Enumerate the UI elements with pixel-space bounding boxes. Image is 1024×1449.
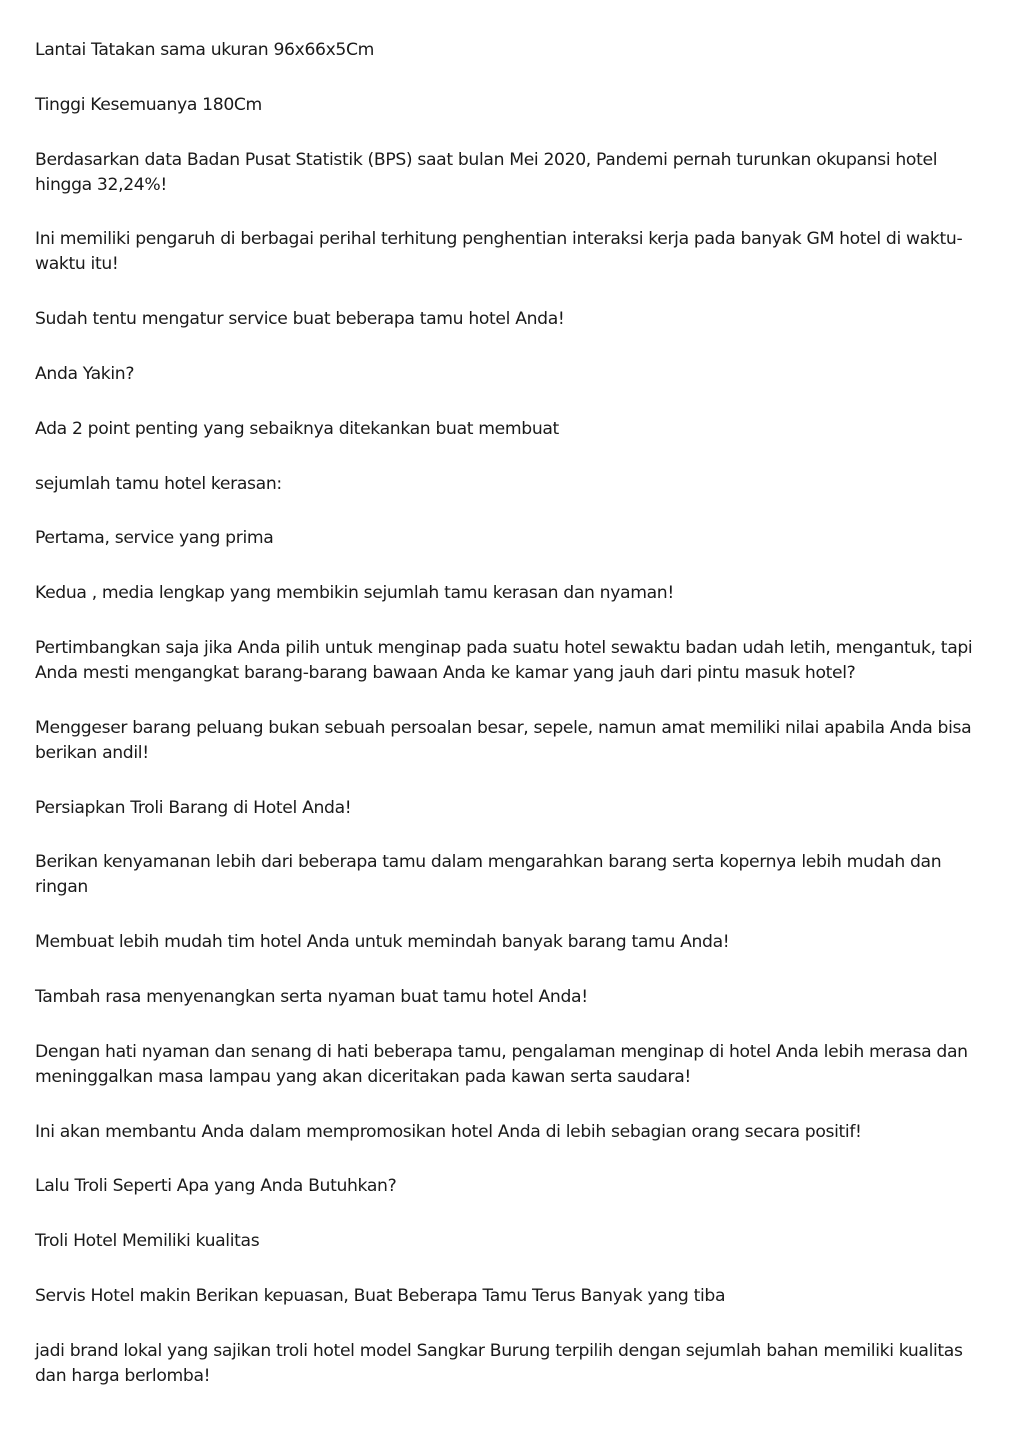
paragraph-troli-seperti: Lalu Troli Seperti Apa yang Anda Butuhkan? [35, 1176, 397, 1197]
paragraph-pertimbangkan: Pertimbangkan saja jika Anda pilih untuk menginap pada suatu hotel sewaktu badan udah letih, mengantuk, tapi Anda mesti mengangkat barang-barang bawaan Anda ke kamar yang jauh dari pintu masuk hotel? [35, 637, 973, 683]
paragraph-tambah-rasa: Tambah rasa menyenangkan serta nyaman buat tamu hotel Anda! [35, 986, 588, 1007]
paragraph-persiapkan: Persiapkan Troli Barang di Hotel Anda! [35, 797, 352, 818]
paragraph-bps: Berdasarkan data Badan Pusat Statistik (BPS) saat bulan Mei 2020, Pandemi pernah turunkan okupansi hotel hingga 32,24%! [35, 149, 938, 195]
paragraph-pertama: Pertama, service yang prima [35, 528, 274, 549]
paragraph-kenyamanan: Berikan kenyamanan lebih dari beberapa tamu dalam mengarahkan barang serta kopernya lebih mudah dan ringan [35, 852, 942, 898]
paragraph-kedua: Kedua , media lengkap yang membikin sejumlah tamu kerasan dan nyaman! [35, 583, 674, 604]
document-body [35, 38, 985, 1419]
paragraph-pengaruh: Ini memiliki pengaruh di berbagai perihal terhitung penghentian interaksi kerja pada banyak GM hotel di waktu-waktu itu! [35, 229, 963, 275]
paragraph-service: Sudah tentu mengatur service buat beberapa tamu hotel Anda! [35, 309, 565, 330]
paragraph-menggeser: Menggeser barang peluang bukan sebuah persoalan besar, sepele, namun amat memiliki nilai apabila Anda bisa berikan andil! [35, 717, 972, 763]
paragraph-ukuran: Lantai Tatakan sama ukuran 96x66x5Cm [35, 40, 375, 60]
paragraph-kerasan: sejumlah tamu hotel kerasan: [35, 473, 282, 494]
paragraph-tim-hotel: Membuat lebih mudah tim hotel Anda untuk memindah banyak barang tamu Anda! [35, 932, 730, 953]
paragraph-servis: Servis Hotel makin Berikan kepuasan, Buat Beberapa Tamu Terus Banyak yang tiba [35, 1285, 726, 1306]
paragraph-hati-nyaman: Dengan hati nyaman dan senang di hati beberapa tamu, pengalaman menginap di hotel Anda lebih merasa dan meninggalkan masa lampau yang akan diceritakan pada kawan serta saudara! [35, 1041, 968, 1087]
paragraph-tinggi: Tinggi Kesemuanya 180Cm [35, 94, 262, 115]
paragraph-kualitas: Troli Hotel Memiliki kualitas [35, 1231, 260, 1252]
paragraph-yakin: Anda Yakin? [35, 363, 135, 384]
paragraph-promosi: Ini akan membantu Anda dalam mempromosikan hotel Anda di lebih sebagian orang secara positif! [35, 1121, 862, 1142]
paragraph-brand-lokal: jadi brand lokal yang sajikan troli hotel model Sangkar Burung terpilih dengan sejumlah bahan memiliki kualitas dan harga berlomba! [35, 1340, 963, 1386]
paragraph-point-penting: Ada 2 point penting yang sebaiknya ditekankan buat membuat [35, 418, 559, 439]
